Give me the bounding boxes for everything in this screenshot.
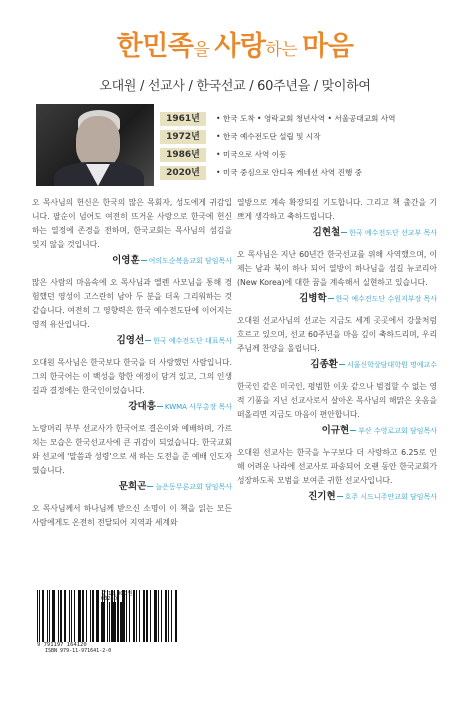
endorser-role: 한국 예수전도단 수원지부장 목사	[335, 295, 437, 303]
endorsement-signature	[237, 292, 437, 306]
endorsement-text: 오대원 목사님은 한국보다 한국을 더 사랑했던 사람입니다. 그의 한국어는 이 백성을 향한 애정이 담겨 있고, 그의 인생길과 결정에는 한국인이었습니다.	[32, 358, 232, 395]
timeline-year: 2020년	[160, 166, 206, 180]
title-part-2: 을	[193, 40, 215, 60]
title-part-3: 사랑	[214, 31, 266, 62]
endorser-role: 한국 예수전도단 선교부 목사	[349, 229, 437, 237]
book-subtitle: 오대원 / 선교사 / 한국선교 / 60주년을 / 맞이하여	[99, 79, 371, 94]
title-part-1: 한민족	[116, 31, 194, 62]
barcode-digits: 9 791197 164120	[37, 642, 87, 648]
isbn-text: ISBN 979-11-971641-2-0	[45, 648, 112, 654]
endorser-name: 진기현	[308, 491, 336, 502]
endorsement-text: 오 목사님은 지난 60년간 한국선교를 위해 사역했으며, 이제는 남과 북이 하나 되어 열방이 하나님을 섬길 뉴코리아(New Korea)에 대한 꿈을 계속해서 실현하고 있습니다.	[237, 250, 437, 287]
addon-code: 03230	[101, 596, 117, 602]
endorser-name: 김종환	[310, 359, 338, 370]
endorsement-text: 오 목사님의 헌신은 한국의 많은 목회자, 성도에게 귀감입니다. 팔순이 넘어도 여전히 뜨거운 사랑으로 한국에 헌신하는 열정에 존경을 전하며, 한국교회는 목사님의 섬김을 잊지 않을 것입니다.	[32, 198, 232, 249]
endorser-name: 김현철	[312, 227, 341, 238]
endorser-name: 김병학	[299, 293, 327, 304]
endorsement-signature	[237, 226, 437, 240]
timeline-row	[160, 111, 440, 126]
timeline	[160, 111, 440, 183]
timeline-year: 1972년	[160, 130, 206, 144]
endorser-name: 강대흥	[128, 401, 156, 412]
endorsement-text: 오대원 선교사는 한국을 누구보다 더 사랑하고 6.25로 인해 어려운 나라에 선교사로 파송되어 오랜 동안 한국교회가 성장하도록 모범을 보여준 귀한 선교사입니다.	[237, 448, 437, 485]
book-title	[0, 30, 470, 67]
timeline-year: 1961년	[160, 112, 206, 126]
endorsement-text: 한국인 같은 미국인, 평범한 이웃 같으나 범접할 수 없는 영적 기품을 지닌 선교사로서 살아온 목사님의 해맑은 웃음을 떠올리면 지금도 마음이 편안합니다.	[237, 382, 437, 419]
endorser-name: 이규현	[321, 425, 350, 436]
endorser-role: 늘은동무론교회 담임목사	[155, 483, 232, 491]
endorsement-signature	[32, 334, 232, 348]
endorsement-signature	[237, 358, 437, 372]
endorser-role: 부산 수영로교회 담임목사	[358, 427, 437, 435]
endorser-name: 이영훈	[112, 255, 140, 266]
title-part-5: 마음	[302, 31, 354, 62]
endorser-role: 호주 시드니주안교회 담임목사	[344, 493, 437, 501]
endorsement-signature	[237, 490, 437, 504]
addon-barcode	[101, 602, 129, 642]
timeline-text: • 미국으로 사역 이동	[216, 150, 287, 159]
endorsement-text: 오 목사님께서 하나님께 받으신 소명이 이 책을 읽는 모든 사람에게도 온전히 전달되어 지역과 세계와	[32, 504, 232, 527]
author-photo	[36, 104, 154, 186]
timeline-row	[160, 147, 440, 162]
endorser-name: 문희곤	[118, 481, 147, 492]
timeline-text: • 미국 중심으로 안디옥 케네션 사역 진행 중	[216, 168, 363, 177]
price-label: 값 15,000원	[101, 591, 133, 597]
endorser-role: KWMA 사무총장 목사	[164, 403, 232, 411]
endorsement-text: 노랑머리 부부 선교사가 한국어로 결은이와 예배하며, 가르치는 모습은 한국선교사에 큰 귀감이 되었습니다. 한국교회와 선교에 '말씀과 성령'으로 새 하는 도전을 준 예배 인도자였습니다.	[32, 424, 232, 475]
endorsement-text: 열방으로 계속 확장되길 기도합니다. 그리고 책 출간을 기쁘게 생각하고 축하드립니다.	[237, 198, 437, 221]
endorsement-signature	[32, 254, 232, 268]
endorser-role: 서울신학상담대학원 명예교수	[346, 361, 437, 369]
endorsement-signature	[32, 480, 232, 494]
endorser-role: 여의도순복음교회 담임목사	[148, 257, 232, 265]
timeline-text: • 한국 도착 • 영락교회 청년사역 • 서울공대교회 사역	[216, 114, 396, 123]
right-column	[237, 196, 437, 512]
endorsement-signature	[32, 400, 232, 414]
timeline-text: • 한국 예수전도단 설립 및 시작	[216, 132, 321, 141]
title-part-4: 하는	[265, 40, 303, 60]
endorsement-text: 오대원 선교사님의 선교는 지금도 세계 곳곳에서 강물처럼 흐르고 있으며, 선교 60주년을 마음 깊이 축하드리며, 우리 주님께 찬양을 올립니다.	[237, 316, 437, 353]
left-column	[32, 196, 232, 530]
timeline-year: 1986년	[160, 148, 206, 162]
timeline-row	[160, 165, 440, 180]
endorsement-signature	[237, 424, 437, 438]
endorser-role: 한국 예수전도단 대표목사	[153, 337, 232, 345]
endorser-name: 김영선	[116, 335, 145, 346]
endorsement-text: 많은 사람의 마음속에 오 목사님과 엘렌 사모님을 통해 경험했던 영성이 고스란히 남아 두 분을 더욱 그리워하는 것 같습니다. 여전히 그 영향력은 한국 예수전도단에 이어지는 영적 유산입니다.	[32, 278, 232, 329]
timeline-row	[160, 129, 440, 144]
